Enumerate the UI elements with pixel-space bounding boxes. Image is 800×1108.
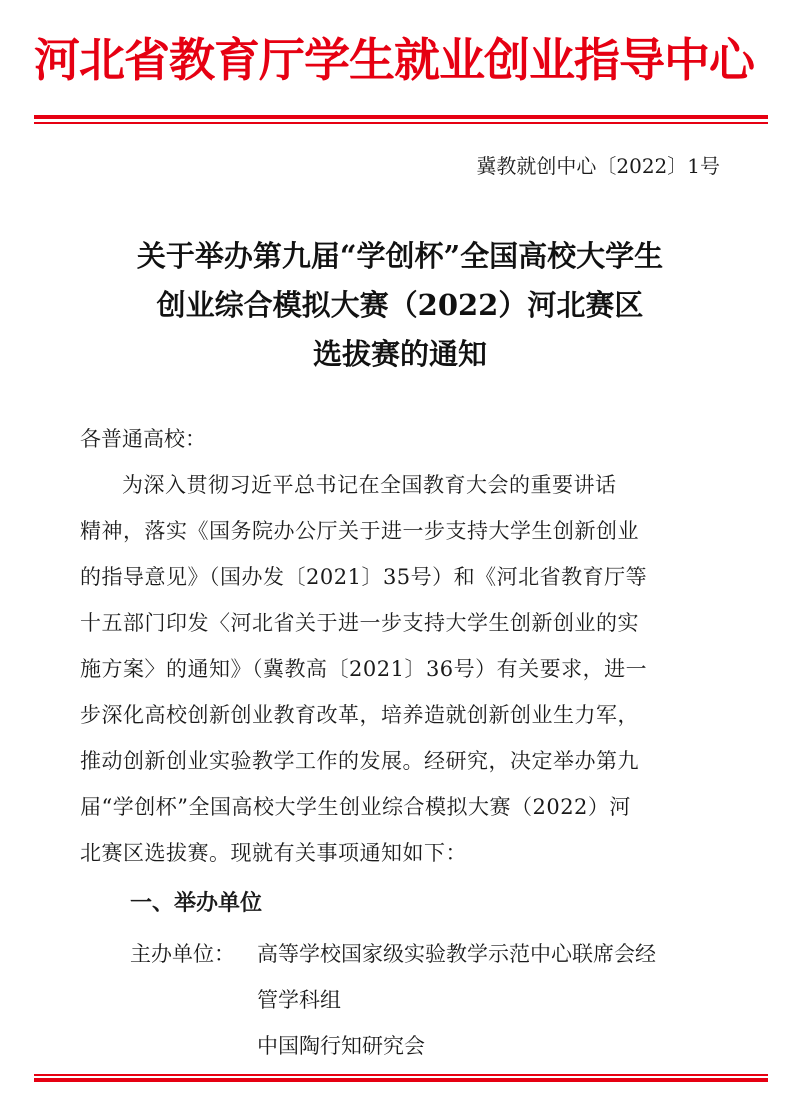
footer-rule-thin [34,1074,768,1076]
document-number: 冀教就创中心〔2022〕1号 [476,154,720,178]
section-heading-organizers: 一、举办单位 [130,891,263,916]
paragraph-line: 届“学创杯”全国高校大学生创业综合模拟大赛（2022）河 [80,795,631,819]
paragraph-line: 十五部门印发〈河北省关于进一步支持大学生创新创业的实 [80,611,639,635]
organizer-1: 高等学校国家级实验教学示范中心联席会经 [257,942,656,966]
organizer-2: 中国陶行知研究会 [257,1034,425,1058]
title-line: 选拔赛的通知 [312,337,487,371]
title-line: 创业综合模拟大赛（2022）河北赛区 [156,288,644,322]
footer-rule-thick [34,1078,768,1082]
paragraph-line: 精神，落实《国务院办公厅关于进一步支持大学生创新创业 [80,519,639,543]
paragraph-line: 为深入贯彻习近平总书记在全国教育大会的重要讲话 [122,473,617,497]
paragraph-line: 北赛区选拔赛。现就有关事项通知如下： [80,841,467,865]
paragraph-line: 的指导意见》（国办发〔2021〕35号）和《河北省教育厅等 [80,565,648,589]
body-paragraph [80,462,730,876]
paragraph-line: 推动创新创业实验教学工作的发展。经研究，决定举办第九 [80,749,639,773]
document-title [60,232,740,379]
organizer-1-continued: 管学科组 [257,988,341,1012]
paragraph-line: 步深化高校创新创业教育改革，培养造就创新创业生力军， [80,703,639,727]
issuing-org-header: 河北省教育厅学生就业创业指导中心 [34,33,754,87]
header-rule-thin [34,122,768,124]
paragraph-line: 施方案〉的通知》（冀教高〔2021〕36号）有关要求，进一 [80,657,648,681]
title-line: 关于举办第九届“学创杯”全国高校大学生 [136,239,664,273]
salutation: 各普通高校： [80,427,206,451]
header-rule-thick [34,115,768,119]
organizer-label: 主办单位： [130,942,235,966]
